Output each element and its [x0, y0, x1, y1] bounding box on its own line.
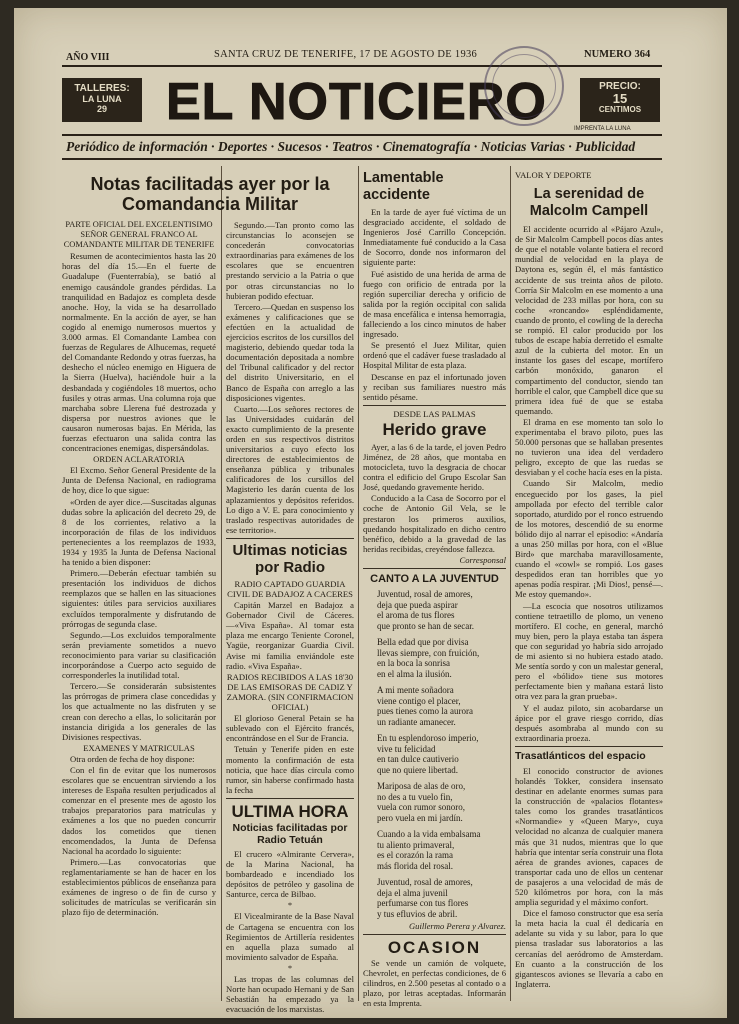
paragraph: Tercero.—Quedan en suspenso los exámenes y calificaciones que se efectúen en la actualidad de ejercicios escritos de los cursillos del magisterio, debiendo quedar toda la documentación depositada a nombre del Tribunal calificador y del rector del distrito Universitario, en el Banco de España con arreglo a las disposiciones vigentes.: [226, 301, 354, 403]
column-divider: [358, 166, 359, 1001]
classified-ad: Se vende un camión de volquete, Chevrolet, en perfectas condiciones, de 6 cilindros, en 2.500 pesetas al contado o a plazo, por letras aceptadas. Informarán en esta Imprenta.: [363, 958, 506, 1009]
column-divider: [221, 166, 222, 1001]
poem-line: perfumarse con tus flores: [377, 898, 469, 908]
paragraph: Resumen de acontecimientos hasta las 20 horas del día 15.—En el fuerte de Guadalupe (Fuenterrabía), se batió al enemigo causándole grandes pérdidas. La tranquilidad en Badajoz es completa desde anoche. Hoy, la vida se ha desarrollado normalmente. En la acción de ayer, se han cogido al enemigo numerosos muertos y 3.000 armas. El Comandante Lambea con fuerzas de Regulares de Alhucemas, requeté del Comandante Redondo y otras fuerzas, ha deshecho el núcleo enemigo en Higuera de la Sierra (Huelva), haciéndole huir a la desbandada y cogiéndoles 18 muertos, ocho fusiles y otras armas. Una columna roja que marchaba sobre Llerena fué destrozada y dispersa por nuestros aviones que le causaron numerosas bajas. En Mérida, las fuerzas efectuaron una salida contra las concentraciones enemigas, dispersándolas.: [62, 251, 216, 454]
paragraph: Descanse en paz el infortunado joven y reciban sus familiares nuestro más sentido pésame.: [363, 371, 506, 402]
paragraph: Conducido a la Casa de Socorro por el coche de Antonio Gil Vela, se le prestaron los primeros auxilios, quedando hospitalizado en dicho centro benéfico, debido a la gravedad de las heridas recibidas, creyéndose fallezca.: [363, 493, 506, 554]
paragraph: «Orden de ayer dice.—Suscitadas algunas dudas sobre la aplicación del decreto 29, de 8 de los corrientes, relativo a la incorporación de filas de los individuos pertenecientes a los reemplazos de 1933, 1934 y 1935 la Junta de Defensa Nacional ha tenido a bien disponer:: [62, 496, 216, 568]
kicker-las-palmas: DESDE LAS PALMAS: [393, 408, 476, 419]
poem-line: en la boca la sonrisa: [377, 658, 450, 668]
subtitle-top-rule: [62, 134, 662, 136]
talleres-line2: LA LUNA: [82, 94, 122, 104]
headline-comandancia: Notas facilitadas ayer por la Comandancia Militar: [90, 174, 330, 214]
poem-line: que no quiere libertad.: [377, 764, 458, 775]
paragraph: Con el fin de evitar que los numerosos escolares que se encuentran sirviendo a los intereses de España resulten perjudicados al comenzar en el presente mes de agosto los trabajos preparatorios para matrículas y exámenes a los que no pueden concurrir dados los cometidos que tienen encomendados, la Junta de Defensa Nacional ha acordado lo siguiente:: [62, 764, 216, 856]
poem-line: y tus efluvios de abril.: [377, 908, 458, 919]
printer-label: IMPRENTA LA LUNA: [574, 126, 631, 132]
kicker-valor-deporte: VALOR Y DEPORTE: [515, 170, 592, 180]
poem-line: Mariposa de alas de oro,: [377, 781, 466, 791]
separator-glyph: *: [287, 962, 293, 973]
poem: [363, 589, 506, 919]
poem-line: el aroma de tus flores: [377, 610, 455, 620]
column-4: [515, 170, 663, 1005]
paragraph: En la tarde de ayer fué víctima de un desgraciado accidente, el soldado de Ingenieros José Carrillo Concepción. Inmediatamente fué conducido a la Casa de Socorro, donde nos informaron del siguiente parte:: [363, 207, 506, 268]
issue-number: NUMERO 364: [584, 49, 651, 60]
poem-line: vuela con rumor sonoro,: [377, 802, 465, 812]
poet-signature: Guillermo Perera y Alvarez.: [408, 921, 506, 931]
poem-line: A mi mente soñadora: [377, 685, 454, 695]
paragraph: El crucero «Almirante Cervera», de la Marina Nacional, ha bombardeado e incendiado los depósitos de petróleo y gasolina de Santurce, cerca de Bilbao.: [226, 848, 354, 900]
subheading-orden: ORDEN ACLARATORIA: [93, 454, 185, 465]
subheading-radio-captado: RADIO CAPTADO GUARDIA CIVIL DE BADAJOZ A CACERES: [227, 578, 353, 599]
poem-line: pero vuela en mi jardín.: [377, 812, 463, 823]
poem-line: más florida del rosal.: [377, 860, 453, 871]
year-label: AÑO VIII: [66, 52, 110, 63]
poem-line: Bella edad que por divisa: [377, 637, 469, 647]
poem-line: un radiante amanecer.: [377, 716, 456, 727]
poem-line: En tu esplendoroso imperio,: [377, 733, 479, 743]
poem-line: viene contigo el placer,: [377, 695, 461, 706]
poem-line: Juventud, rosal de amores,: [377, 589, 473, 599]
paragraph: Primero.—Deberán efectuar también su presentación los individuos de dichos reemplazos que se hallen en las situaciones siguientes: útiles para servicios auxiliares excluídos temporalmente y disfrutando de prórrogas de segunda clase.: [62, 568, 216, 629]
headline-herido-grave: Herido grave: [382, 419, 487, 439]
paragraph: Dice el famoso constructor que esa sería la meta hacia la cual él dedicaría en adelante su vida y su labor, para lo que piensa trasladar sus laboratorios a las cercanías del aeródromo de Amsterdam. En cuanto a la construcción de los gigantescos aviones se llevaría a cabo en Inglaterra.: [515, 908, 663, 989]
poem-line: llevas siempre, con fruición,: [377, 647, 480, 658]
subheading-radio-tetuan: Noticias facilitadas por Radio Tetuán: [232, 821, 348, 846]
column-1: [62, 220, 216, 1005]
headline-ultimas-noticias: Ultimas noticias por Radio: [232, 541, 348, 576]
headline-canto-juventud: CANTO A LA JUVENTUD: [370, 573, 499, 585]
section-rule: [226, 798, 354, 799]
column-divider: [510, 166, 511, 1001]
paragraph: El drama en ese momento tan solo lo experimentaba el bravo piloto, pues las 50.000 personas que se hallaban presentes no tuvieron una idea del verdadero peligro, excepto de que las ruedas se desviaban y el coche hacía eses en la pista.: [515, 416, 663, 478]
masthead: EL NOTICIERO: [166, 73, 547, 131]
paragraph: Tetuán y Tenerife piden en este momento la confirmación de esta noticia, que hace días circula como rumor, sin haberse confirmado hasta la fecha: [226, 744, 354, 795]
poem-line: pues tienes como la aurora: [377, 706, 473, 716]
byline-corresponsal: Corresponsal: [459, 554, 506, 565]
header-rule: [62, 65, 662, 67]
poem-line: deja el alma juvenil: [377, 887, 448, 898]
paragraph: El Vicealmirante de la Base Naval de Cartagena se encuentra con los Regimientos de Artillería residentes en aquella plaza sumado al movimiento salvador de España.: [226, 911, 354, 962]
paragraph: Segundo.—Los excluidos temporalmente serán previamente sometidos a nuevo reconocimiento para variar su clasificación incorporándose a Cuerpo acto seguido de corresponderles la inutilidad total.: [62, 629, 216, 681]
separator-glyph: *: [287, 900, 293, 911]
subheading-examenes: EXAMENES Y MATRICULAS: [83, 742, 195, 753]
headline-lamentable: Lamentable accidente: [363, 170, 444, 203]
paragraph: Cuarto.—Los señores rectores de las Universidades cuidarán del exacto cumplimiento de la presente orden en sus respectivos distritos universitarios a cuyo efecto los directores de establecimientos de enseñanza pública y tribunales calificadores de los cursillos del Magisterio les darán cuenta de los aplazamientos y depósitos referidos. Lo digo a V. E. para conocimiento y traslado respectivas autoridades de ese territorio».: [226, 403, 354, 535]
section-rule: [363, 405, 506, 406]
paragraph: El Excmo. Señor General Presidente de la Junta de Defensa Nacional, en radiograma de hoy, dice lo que sigue:: [62, 465, 216, 496]
headline-serenidad: La serenidad de Malcolm Campell: [529, 186, 649, 220]
paragraph: El glorioso General Petain se ha sublevado con el Ejército francés, encontrándose en el Sur de Francia.: [226, 713, 354, 744]
subtitle-bottom-rule: [62, 158, 662, 160]
paragraph: Tercero.—Se considerarán subsistentes las prórrogas de primera clase concedidas y los que actualmente no las disfruten y se crean con derecho a ellas, lo solicitarán por instancia dirigida a los generales de las Divisiones respectivas.: [62, 681, 216, 742]
subtitle-band: Periódico de información · Deportes · Sucesos · Teatros · Cinematografía · Noticias Varias · Publicidad: [66, 139, 636, 154]
newspaper-page: [14, 8, 727, 1018]
talleres-line3: 29: [96, 104, 107, 114]
poem-line: en tan dulce cautiverio: [377, 754, 459, 764]
poem-line: tu aliento primaveral,: [377, 839, 455, 850]
price-box: [580, 78, 660, 122]
section-rule: [226, 538, 354, 539]
section-rule: [363, 568, 506, 569]
paragraph: El accidente ocurrido al «Pájaro Azul», de Sir Malcolm Campbell pocos días antes de que el notable volante batiera el record mundial de velocidad en la playa de Daytona es, según él, el más fantástico accidente de sus treinta años de piloto. Corría Sir Malcolm en ese momento a una velocidad de 233 millas por hora, con su coche «roncando» espléndidamente, cuando de pronto, el cowling de la derecha se rompió. El calor producido por los tubos de escape había derretido el esmalte azul de la cubierta del motor. En un instante los gases del escape, mortífero carbón monóxido, ganaron el compartimento del conductor, siendo tan horrible el calor, que Campbell dice que su primera idea fué de que se estaba quemando.: [515, 224, 663, 416]
poem-line: no des a tu vuelo fin,: [377, 791, 453, 802]
poem-line: en el alma la ilusión.: [377, 668, 452, 679]
subheading-radios-recibidos: RADIOS RECIBIDOS A LAS 18'30 DE LAS EMISORAS DE CADIZ Y ZAMORA. (SIN CONFIRMACION OFICIAL): [226, 671, 354, 713]
paragraph: Y el audaz piloto, sin acobardarse un ápice por el grave riesgo corrido, días después asombraba al mundo con su extraordinaria proeza.: [515, 702, 663, 743]
talleres-line1: TALLERES:: [74, 83, 130, 94]
paragraph: Primero.—Las convocatorias que reglamentariamente se han de hacer en los establecimientos públicos de enseñanza para exámenes de ingreso o de fin de curso y solicitudes de matrículas se verificarán sin plazo fijo de determinación.: [62, 856, 216, 918]
headline-ultima-hora: ULTIMA HORA: [231, 801, 349, 821]
price-label: PRECIO:: [599, 81, 641, 92]
dateline: SANTA CRUZ DE TENERIFE, 17 DE AGOSTO DE 1936: [214, 49, 478, 60]
paragraph: Fué asistido de una herida de arma de fuego con orificio de entrada por la región superciliar derecha y orificio de salida por la región occipital con salida de masa encefálica e intensa hemorragia, falleciendo a los cinco minutos de haber ingresado.: [363, 268, 506, 340]
headline-ocasion: OCASION: [387, 938, 482, 958]
paragraph: Las tropas de las columnas del Norte han ocupado Hernani y de San Sebastián ha empezado ya la evacuación de los marxistas.: [226, 974, 354, 1015]
poem-line: es el corazón la rama: [377, 850, 453, 860]
price-value: 15: [612, 91, 628, 106]
library-stamp-inner: [492, 54, 556, 118]
paragraph: —La escocia que nosotros utilizamos contiene tetraetillo de plomo, un veneno mortífero. El coche, en general, marchó muy bien, pero la playa estaba tan áspera que con seguridad yo habría sido arrojado de mi asiento si no hubiera estado atado. Me sentía sordo y con un malestar general, pero el «bólido» tiene sus motores perfectamente bien y mañana estará listo otra vez para la gran prueba».: [515, 600, 663, 702]
section-rule: [515, 746, 663, 747]
talleres-box: [62, 78, 142, 122]
paragraph: Ayer, a las 6 de la tarde, el joven Pedro Jiménez, de 28 años, que montaba en motocicleta, tuvo la desgracia de chocar contra el edificio del Grupo Escolar San José, quedando gravemente herido.: [363, 441, 506, 493]
paragraph: Cuando Sir Malcolm, medio enceguecido por los gases, la piel ampollada por efecto del terrible calor soportado, aturdido por el ronco estruendo de los motores, descendió de su enorme bólido dijo al narrar el episodio: «Andaría a unas 250 millas por hora, con el «Blue Bird» que marchaba maravillosamente, cuando el «cowl» se rompió. Los gases despedidos eran tan horribles que yo apenas podía respirar. ¡Mi Dios!, pensé—. Me estoy quemando».: [515, 478, 663, 600]
poem-line: que pronto se han de secar.: [377, 620, 474, 631]
price-unit: CENTIMOS: [598, 105, 642, 114]
poem-line: deja que pueda aspirar: [377, 599, 458, 610]
poem-line: Cuando a la vida embalsama: [377, 829, 481, 839]
poem-line: Juventud, rosal de amores,: [377, 877, 473, 887]
paragraph: Segundo.—Tan pronto como las circunstancias lo aconsejen se concederán convocatorias extraordinarias para exámenes de los escolares que se encuentren prestando servicio a la Patria o que por otras circunstancias no lo hubieran podido efectuar.: [226, 220, 354, 301]
paragraph: Otra orden de fecha de hoy dispone:: [70, 753, 195, 764]
paragraph: El conocido constructor de aviones holandés Tokker, considera insensato destinar en adelante enormes sumas para la construcción de «palacios flotantes» tales como los grandes trasatlánticos «Normandie» y «Queen Mary», cuya velocidad no alcanza de cualquier manera más que 31 nudos, mientras que lo que habría que intentar sería construir una flota aérea de grandes aviones, capaces de transportar cada uno de ellos un centenar de pasajeros a una velocidad de más de 520 kilómetros por hora, con la más amplia seguridad y el máximo confort.: [515, 765, 663, 908]
intro-parte-oficial: PARTE OFICIAL DEL EXCELENTISIMO SEÑOR GENERAL FRANCO AL COMANDANTE MILITAR DE TENERIFE: [63, 220, 215, 250]
headline-trasatlanticos: Trasatlánticos del espacio: [515, 749, 646, 762]
column-3: [363, 170, 506, 1009]
poem-line: vive tu felicidad: [377, 743, 436, 754]
paragraph: Capitán Marzel en Badajoz a Gobernador Civil de Cáceres.—«Viva España». Al tomar esta plaza me encargo Teniente Coronel, Yagüe, reorganizar Guardia Civil. Avise mi familia enviándole este radio. «Viva España».: [226, 600, 354, 671]
paragraph: Se presentó el Juez Militar, quien ordenó que el cadáver fuese trasladado al Hospital Militar de esta plaza.: [363, 340, 506, 371]
section-rule: [363, 934, 506, 935]
column-2: [226, 220, 354, 1015]
